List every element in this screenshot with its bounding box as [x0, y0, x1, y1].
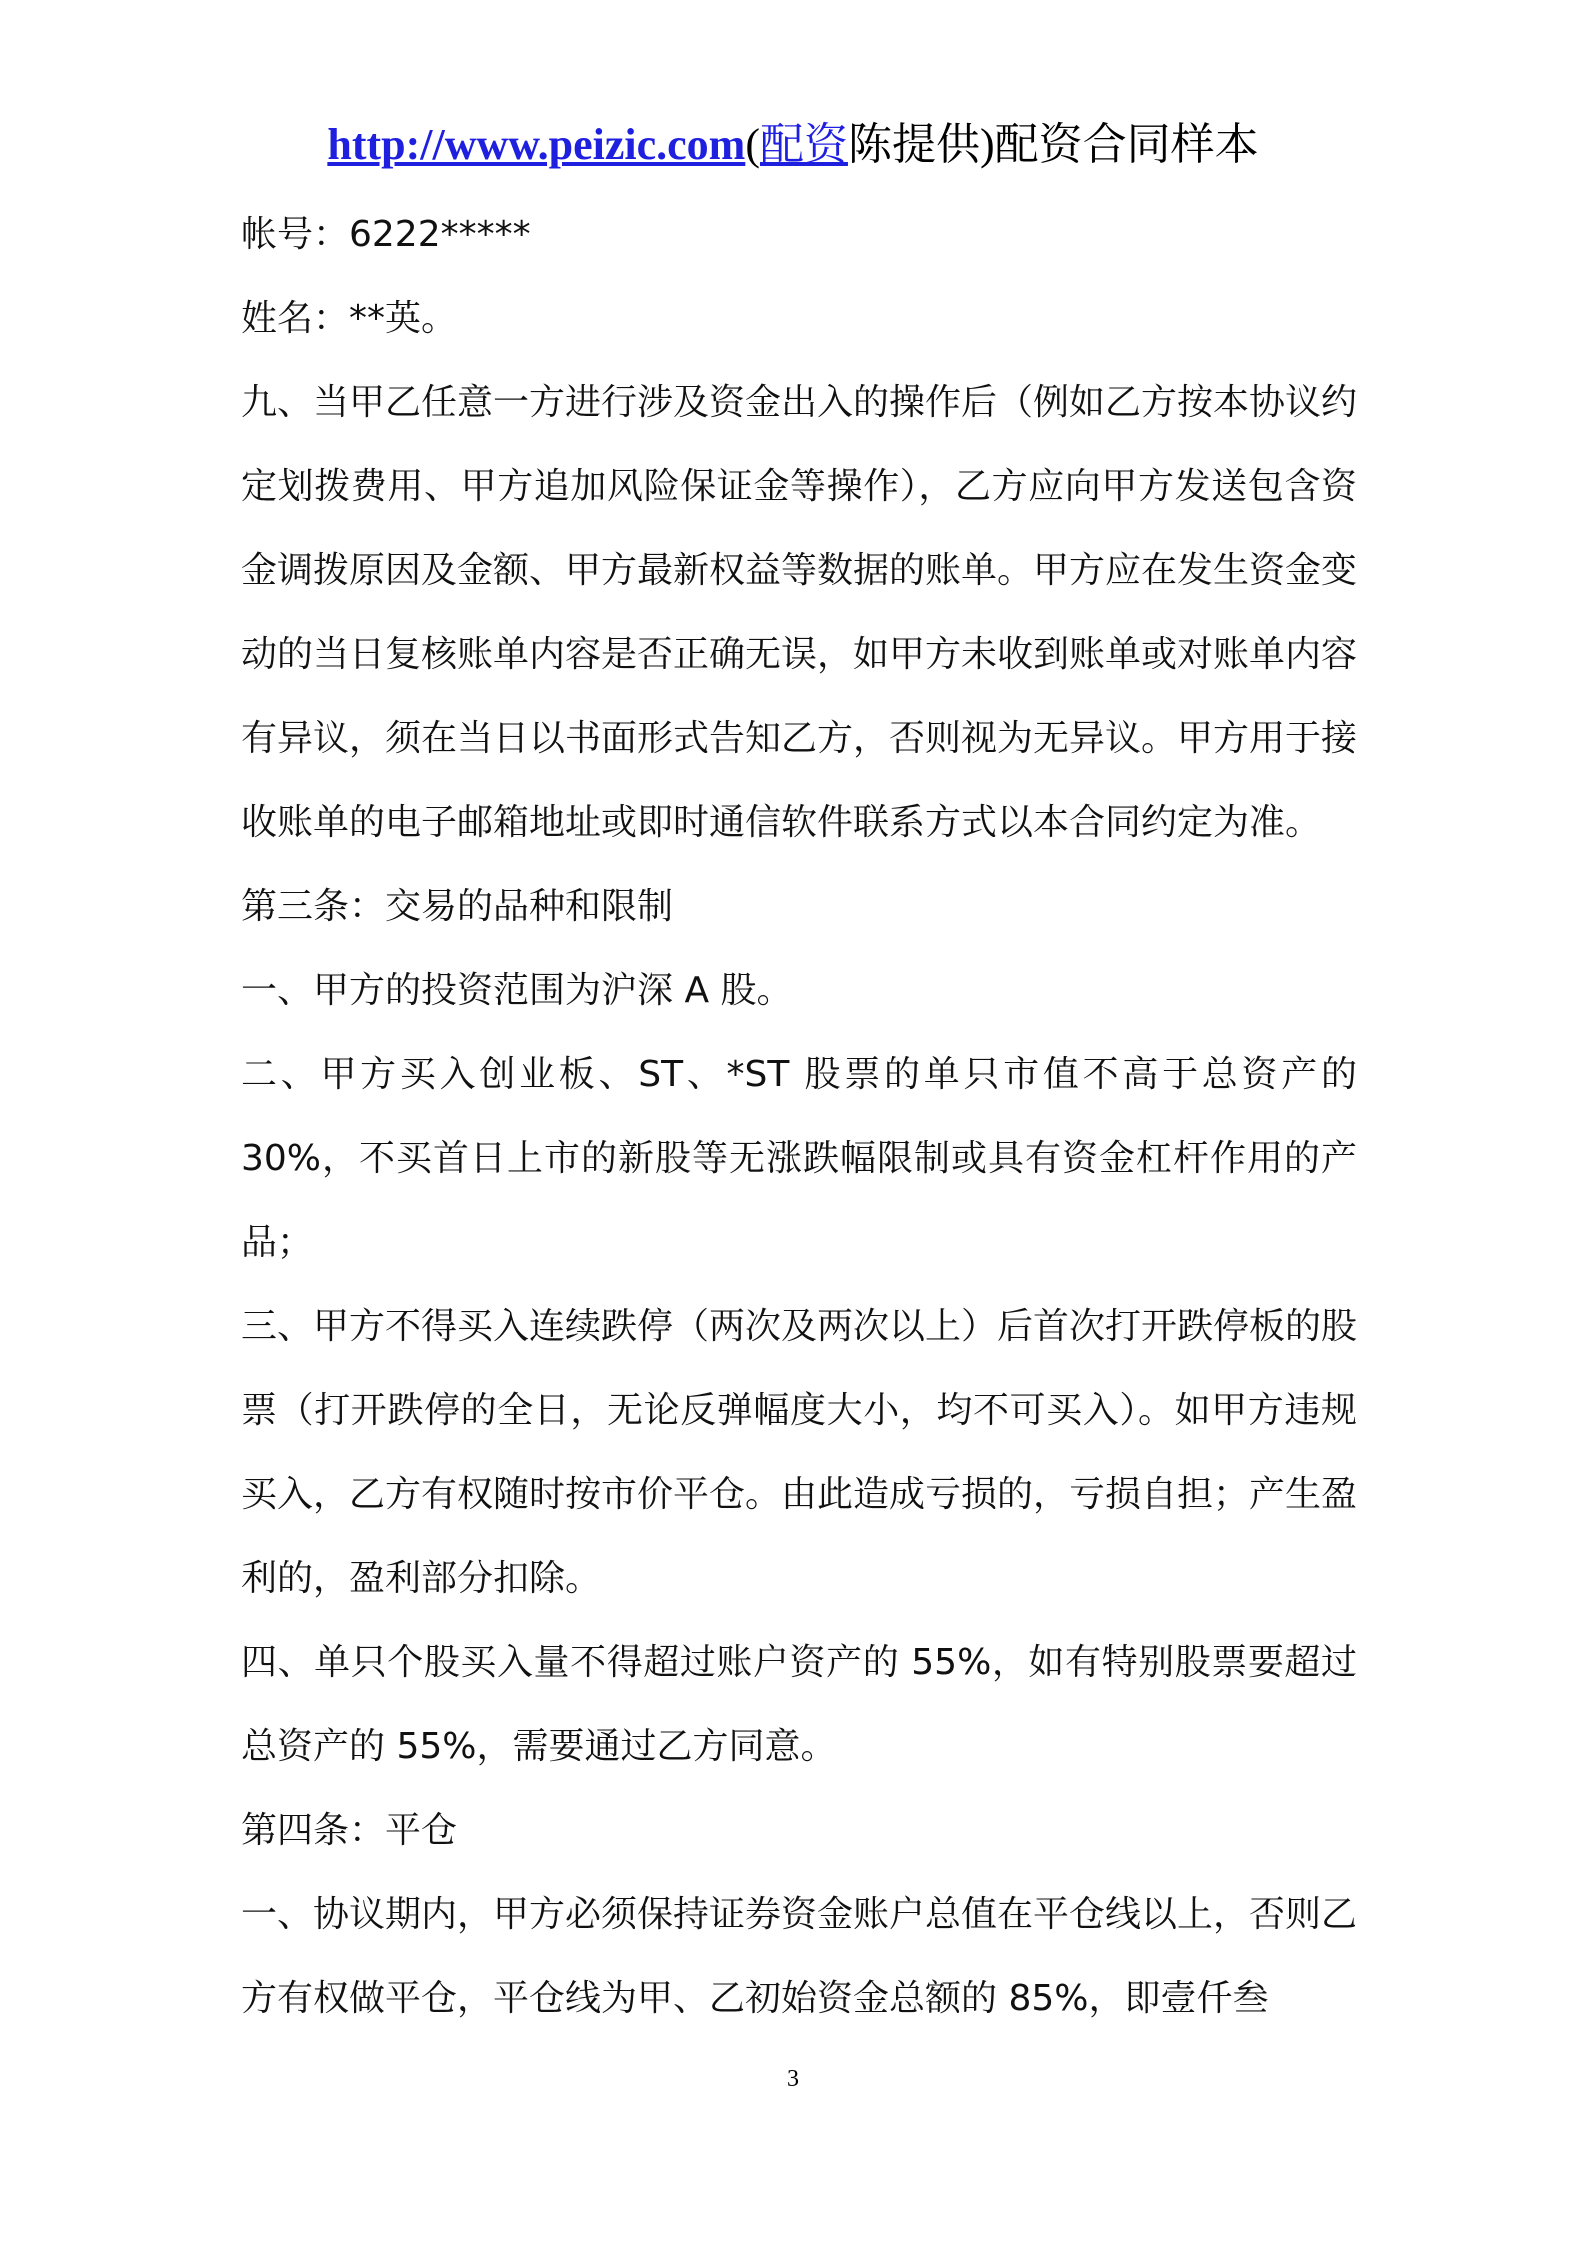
- article-three-item-2: 二、甲方买入创业板、ST、*ST 股票的单只市值不高于总资产的 30%，不买首日上市的新股等无涨跌幅限制或具有资金杠杆作用的产品；: [241, 1054, 1357, 1263]
- clause-nine-paragraph: 九、当甲乙任意一方进行涉及资金出入的操作后（例如乙方按本协议约定划拨费用、甲方追加风险保证金等操作），乙方应向甲方发送包含资金调拨原因及金额、甲方最新权益等数据的账单。甲方应在发生资金变动的当日复核账单内容是否正确无误，如甲方未收到账单或对账单内容有异议，须在当日以书面形式告知乙方，否则视为无异议。甲方用于接收账单的电子邮箱地址或即时通信软件联系方式以本合同约定为准。: [241, 382, 1358, 843]
- article-three-item-4: 四、单只个股买入量不得超过账户资产的 55%，如有特别股票要超过总资产的 55%，需要通过乙方同意。: [241, 1642, 1357, 1767]
- account-name-line: 姓名：**英。: [241, 298, 458, 339]
- header-paren: (: [745, 120, 760, 169]
- header-title-tail: 陈提供)配资合同样本: [847, 120, 1259, 169]
- page-number: 3: [787, 2066, 799, 2092]
- account-number-line: 帐号：6222*****: [241, 214, 531, 255]
- article-three-item-3: 三、甲方不得买入连续跌停（两次及两次以上）后首次打开跌停板的股票（打开跌停的全日，无论反弹幅度大小，均不可买入）。如甲方违规买入，乙方有权随时按市价平仓。由此造成亏损的，亏损自担；产生盈利的，盈利部分扣除。: [241, 1306, 1358, 1599]
- article-three-item-1: 一、甲方的投资范围为沪深 A 股。: [241, 970, 793, 1011]
- header-url-link[interactable]: http://www.peizic.com: [327, 120, 746, 169]
- header-keyword-link[interactable]: 配资: [759, 120, 848, 169]
- article-four-item-1: 一、协议期内，甲方必须保持证券资金账户总值在平仓线以上，否则乙方有权做平仓，平仓线为甲、乙初始资金总额的 85%，即壹仟叁: [241, 1894, 1358, 2019]
- article-three-heading: 第三条：交易的品种和限制: [241, 886, 674, 927]
- document-body: [241, 193, 1357, 2041]
- article-four-heading: 第四条：平仓: [241, 1810, 458, 1851]
- document-header: [0, 112, 1586, 178]
